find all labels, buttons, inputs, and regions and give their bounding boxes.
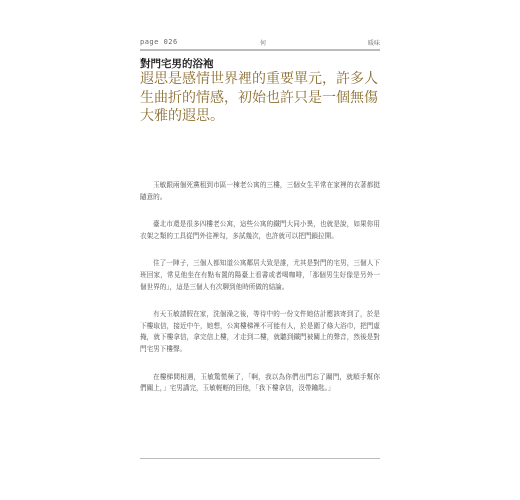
body-paragraph: 在樓梯間相遇，玉敏驚慌極了，「啊，我以為你們出門忘了關門，就順手幫你們關上，」宅男講完，玉敏輕輕的回他，「我下樓拿信，沒帶鑰匙。」 <box>140 372 380 393</box>
body-paragraph: 玉敏跟兩個死黨租到市區一棟老公寓的三樓，三個女生平常在家裡的衣著都挺隨意的。 <box>140 181 380 201</box>
footer-divider <box>140 458 380 459</box>
section-label: 暖味 <box>367 40 380 47</box>
header-center-mark: 何 <box>260 40 267 47</box>
header-divider <box>140 49 380 51</box>
body-paragraph: 有天玉敏請假在家，洗個澡之後，等待中的一份文件她估計應該寄到了，於是下樓取信，接近中午，她想，公寓樓梯裡不可能有人，於是圍了條大浴巾，把門虛掩，就下樓拿信，拿完信上樓，才走到二樓，就聽到鐵門被關上的聲音，然後是對門宅男下樓聲。 <box>140 310 380 353</box>
body-paragraph: 臺北市還是很多四樓老公寓，這些公寓的鐵門大同小異，也就是說，如果你用衣架之類的工具從門外往裡勾，多試幾次，也許就可以把門鎖拉開。 <box>140 220 380 240</box>
page-number: page 026 <box>140 38 178 46</box>
article-body <box>140 180 380 411</box>
article-title: 對門宅男的浴袍 <box>140 58 214 70</box>
article-lead: 遐思是感情世界裡的重要單元，許多人生曲折的情感，初始也許只是一個無傷大雅的遐思。 <box>140 71 378 124</box>
body-paragraph: 住了一陣子，三個人都知道公寓鄰居大致是誰，尤其是對門的宅男，三個人下班回家，常見他坐在有點布置的陽臺上看書或者喝咖啡，「那個男生好像是另外一個世界的」，這是三個人有次聊到他時所做的結論。 <box>140 259 380 291</box>
